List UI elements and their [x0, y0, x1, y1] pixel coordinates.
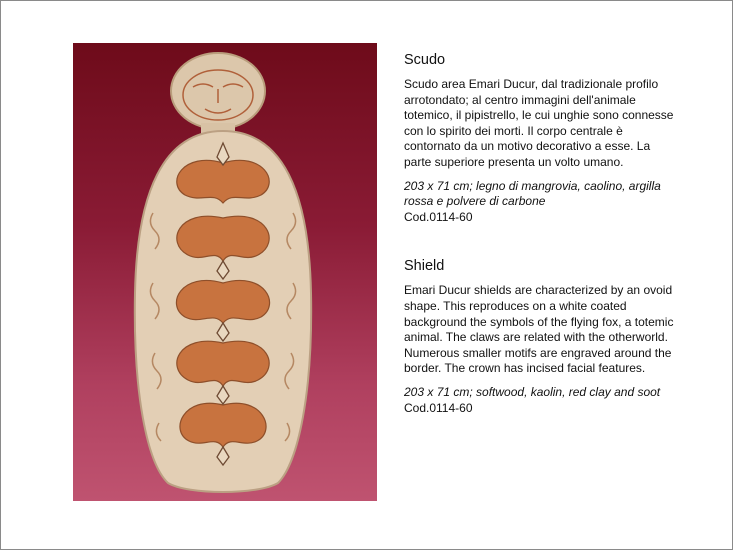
english-title: Shield [404, 258, 445, 275]
italian-code: Cod.0114-60 [404, 209, 473, 224]
italian-description: Scudo area Emari Ducur, dal tradizionale profilo arrotondato; al centro immagini dell'animale totemico, il pipistrello, le cui unghie sono connesse con lo spirito dei morti. Il corpo centrale è contornato da un motivo decorativo a esse. La parte superiore presenta un volto umano. [404, 77, 674, 169]
italian-title: Scudo [404, 52, 446, 68]
shield-carving-illustration [73, 43, 377, 501]
english-details: 203 x 71 cm; softwood, kaolin, red clay and soot [404, 384, 661, 399]
english-description: Emari Ducur shields are characterized by an ovoid shape. This reproduces on a white coated background the symbols of the flying fox, a totemic animal. The claws are related with the otherworld. Numerous smaller motifs are engraved around the border. The crown has incised facial features. [404, 283, 674, 376]
section-gap [404, 225, 674, 258]
italian-details: 203 x 71 cm; legno di mangrovia, caolino, argilla rossa e polvere di carbone [404, 178, 661, 209]
text-column [404, 52, 674, 416]
shield-photo [73, 43, 377, 501]
english-code: Cod.0114-60 [404, 400, 473, 415]
